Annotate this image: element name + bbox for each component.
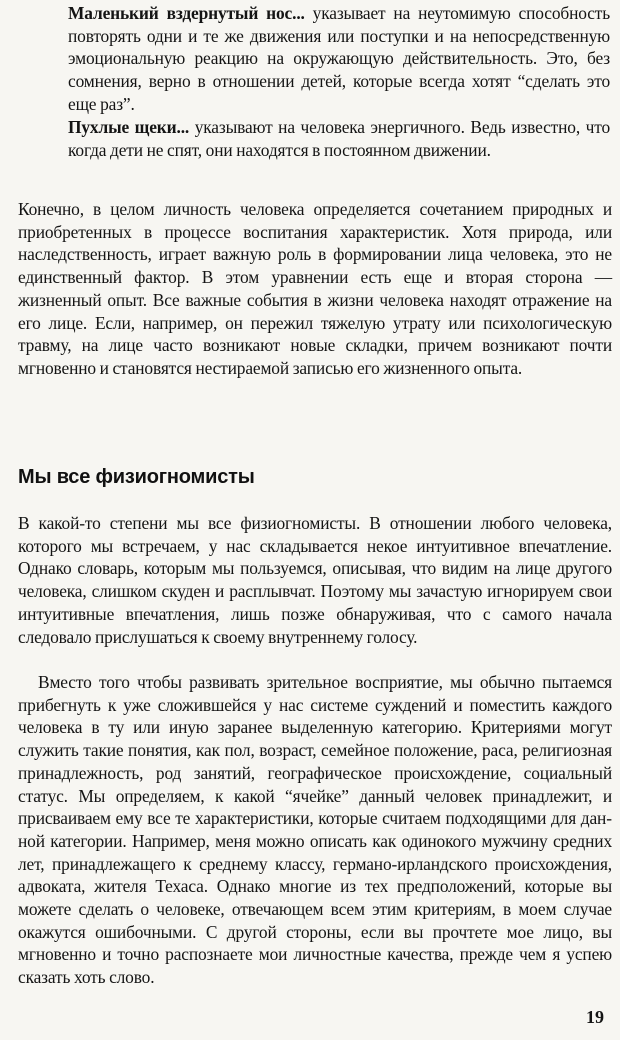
- feature-paragraph-cheeks: [68, 116, 610, 161]
- feature-paragraph-nose: [68, 2, 610, 116]
- section-heading: Мы все физиогномисты: [18, 466, 255, 488]
- section-paragraph-2: Вместо того чтобы развивать зрительное восприятие, мы обычно пытаемся прибегнуть к уже сложившейся у нас системе суждений и поместить каждого человека в ту или иную заранее выделенную категорию. Критериями могут служить такие понятия, как пол, возраст, семейное положение, раса, религиозная принадлежность, род занятий, географическое происхождение, социальный статус. Мы определяем, к какой “ячейке” данный человек принадлежит, и присваиваем ему все те характеристики, которые считаем подходящими для данной категории. Например, меня можно описать как одинокого мужчину средних лет, принадлежащего к среднему классу, германо-ирландского происхождения, адвоката, жителя Техаса. Однако многие из тех предположений, которые вы можете сделать о человеке, отвечающем всем этим критериям, в моем случае окажутся ошибочными. С другой стороны, если вы прочтете мое лицо, вы мгновенно и точно распознаете мои личностные качества, прежде чем я успею сказать хоть слово.: [18, 672, 612, 988]
- feature-text-cheeks: указывают на человека энергичного. Ведь известно, что когда дети не спят, они находятся в постоянном движении.: [68, 117, 610, 160]
- section-paragraph-1: В какой-то степени мы все физиогномисты. В отношении любого человека, которого мы встречаем, у нас складывается некое интуитивное впечатление. Однако словарь, которым мы пользуемся, описывая, что видим на лице другого человека, слишком скуден и расплывчат. Поэтому мы зачастую игнорируем свои интуитивные впечатления, лишь позже обнаруживая, что с самого начала следовало прислушаться к своему внутреннему голосу.: [18, 513, 612, 647]
- feature-text-nose: указывает на неутомимую способность повторять одни и те же движения или поступки и на непосредственную эмоциональную реакцию на окружающую действительность. Это, без сомнения, верно в отношении детей, которые всегда хотят “сделать это еще раз”.: [68, 3, 610, 114]
- feature-term-cheeks: Пухлые щеки...: [68, 117, 190, 137]
- feature-term-nose: Маленький вздернутый нос...: [68, 3, 305, 23]
- intro-paragraph: Конечно, в целом личность человека определяется сочетанием природных и приобретенных в процессе воспитания характеристик. Хотя природа, или наследственность, играет важную роль в формировании лица человека, это не единственный фактор. В этом уравнении есть еще и вторая сторона — жизненный опыт. Все важные события в жизни человека находят отражение на его лице. Если, например, он пережил тяжелую утрату или психологическую травму, на лице часто возникают новые складки, причем возникают почти мгновенно и становятся нестираемой записью его жизненного опыта.: [18, 199, 612, 378]
- book-page: [18, 0, 612, 1040]
- page-number: 19: [586, 1007, 604, 1027]
